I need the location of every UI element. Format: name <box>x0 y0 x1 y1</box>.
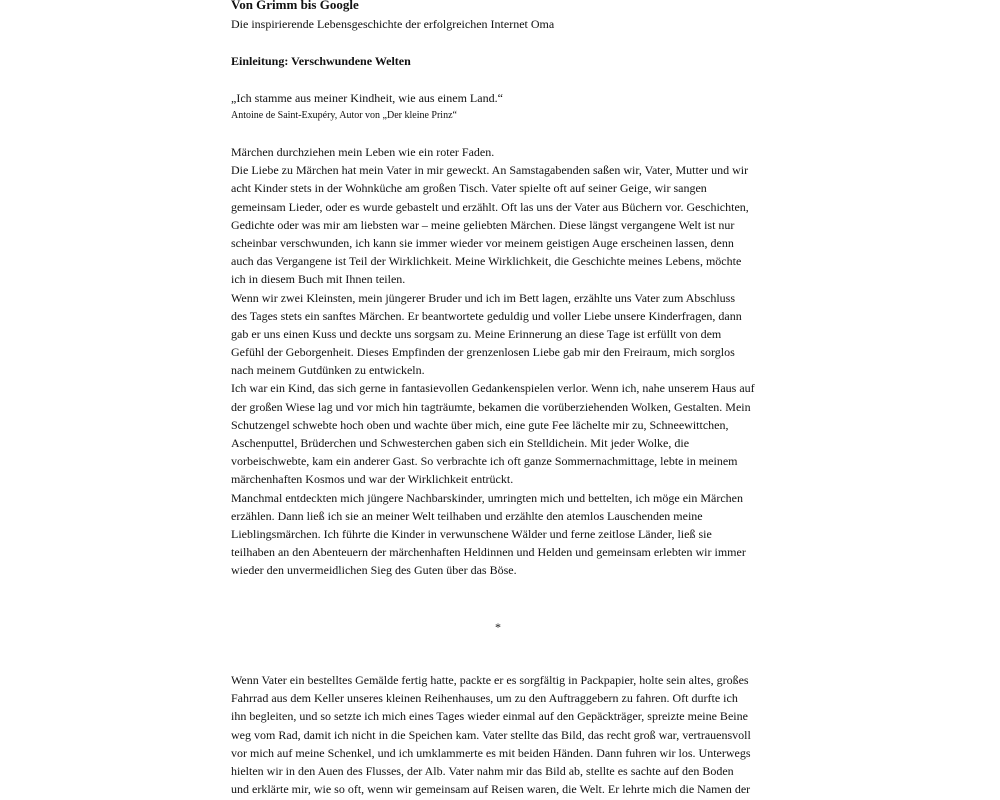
body-line: wieder den unvermeidlichen Sieg des Guten über das Böse. <box>231 563 517 578</box>
book-subtitle: Die inspirierende Lebensgeschichte der erfolgreichen Internet Oma <box>231 17 555 31</box>
body-line: gemeinsam Lieder, oder es wurde gebastelt und erzählt. Oft las uns der Vater aus Büchern vor. Geschichten, <box>231 199 749 214</box>
body-line: Fahrrad aus dem Keller unseres kleinen Reihenhauses, um zu den Auftraggebern zu fahren. Oft durfte ich <box>231 691 738 706</box>
body-line: Lieblingsmärchen. Ich führte die Kinder in verwunschene Wälder und ferne zeitlose Länder, ließ sie <box>231 526 712 541</box>
body-line: vorbeischwebte, kam ein anderer Gast. So verbrachte ich oft ganze Sommernachmittage, lebte in meinem <box>231 454 738 469</box>
book-title: Von Grimm bis Google <box>231 0 359 12</box>
body-line: Gefühl der Geborgenheit. Dieses Empfinden der grenzenlosen Liebe gab mir den Freiraum, mich sorglos <box>231 345 735 360</box>
section-divider: * <box>495 620 501 634</box>
body-line: Aschenputtel, Brüderchen und Schwesterchen gaben sich ein Stelldichein. Mit jeder Wolke, die <box>231 436 690 450</box>
body-line: scheinbar verschwunden, ich kann sie immer wieder vor meinem geistigen Auge erscheinen lassen, denn <box>231 235 734 250</box>
epigraph-source: Antoine de Saint-Exupéry, Autor von „Der kleine Prinz“ <box>231 110 457 121</box>
body-line: und erklärte mir, wie so oft, wenn wir gemeinsam auf Reisen waren, die Welt. Er lehrte mich die Namen der <box>231 782 751 797</box>
body-line: Wenn wir zwei Kleinsten, mein jüngerer Bruder und ich im Bett lagen, erzählte uns Vater zum Abschluss <box>231 290 736 305</box>
body-line: vor mich auf meine Schenkel, und ich umklammerte es mit beiden Händen. Dann fuhren wir los. Unterwegs <box>231 745 751 760</box>
body-line: teilhaben an den Abenteuern der märchenhaften Heldinnen und Helden und gemeinsam erlebten wir immer <box>231 545 746 560</box>
body-line: ich in diesem Buch mit Ihnen teilen. <box>231 272 406 287</box>
body-line: Gedichte oder was mir am liebsten war – meine geliebten Märchen. Diese längst vergangene Welt ist nur <box>231 217 735 232</box>
body-line: der großen Wiese lag und vor mich hin tagträumte, bekamen die vorüberziehenden Wolken, Gestalten. Mein <box>231 399 751 414</box>
body-line: auch das Vergangene ist Teil der Wirklichkeit. Meine Wirklichkeit, die Geschichte meines Lebens, möchte <box>231 254 742 269</box>
body-text-section-2 <box>231 671 771 798</box>
body-line: Wenn Vater ein bestelltes Gemälde fertig hatte, packte er es sorgfältig in Packpapier, holte sein altes, großes <box>231 673 749 687</box>
body-line: Schutzengel schwebte hoch oben und wachte über mich, eine gute Fee lächelte mir zu, Schneewittchen, <box>231 417 729 432</box>
chapter-heading: Einleitung: Verschwundene Welten <box>231 54 411 68</box>
body-line: gab er uns einen Kuss und deckte uns sorgsam zu. Meine Erinnerung an diese Tage ist erfüllt von dem <box>231 326 722 341</box>
epigraph-quote: „Ich stamme aus meiner Kindheit, wie aus einem Land.“ <box>231 91 503 105</box>
body-line: weg vom Rad, damit ich nicht in die Speichen kam. Vater stellte das Bild, das recht groß war, vertrauensvoll <box>231 727 751 742</box>
body-line: erzählen. Dann ließ ich sie an meiner Welt teilhaben und erzählte den atemlos Lauschenden meine <box>231 508 703 523</box>
body-line: Märchen durchziehen mein Leben wie ein roter Faden. <box>231 145 495 159</box>
body-line: ihn begleiten, und so setzte ich mich eines Tages wieder einmal auf den Gepäckträger, spreizte meine Beine <box>231 709 748 724</box>
body-line: hielten wir in den Auen des Flusses, der Alb. Vater nahm mir das Bild ab, stellte es sachte auf den Boden <box>231 763 734 778</box>
body-line: märchenhaften Kosmos und war der Wirklichkeit entrückt. <box>231 472 514 487</box>
body-line: Die Liebe zu Märchen hat mein Vater in mir geweckt. An Samstagabenden saßen wir, Vater, Mutter und wir <box>231 163 749 178</box>
body-line: Manchmal entdeckten mich jüngere Nachbarskinder, umringten mich und bettelten, ich möge ein Märchen <box>231 490 744 505</box>
body-text-section-1 <box>231 143 771 580</box>
body-line: des Tages stets ein sanftes Märchen. Er beantwortete geduldig und voller Liebe unsere Kinderfragen, dann <box>231 308 742 323</box>
body-line: nach meinem Gutdünken zu entwickeln. <box>231 363 425 378</box>
body-line: acht Kinder stets in der Wohnküche am großen Tisch. Vater spielte oft auf seiner Geige, wir sangen <box>231 181 707 196</box>
body-line: Ich war ein Kind, das sich gerne in fantasievollen Gedankenspielen verlor. Wenn ich, nahe unserem Haus auf <box>231 381 755 396</box>
